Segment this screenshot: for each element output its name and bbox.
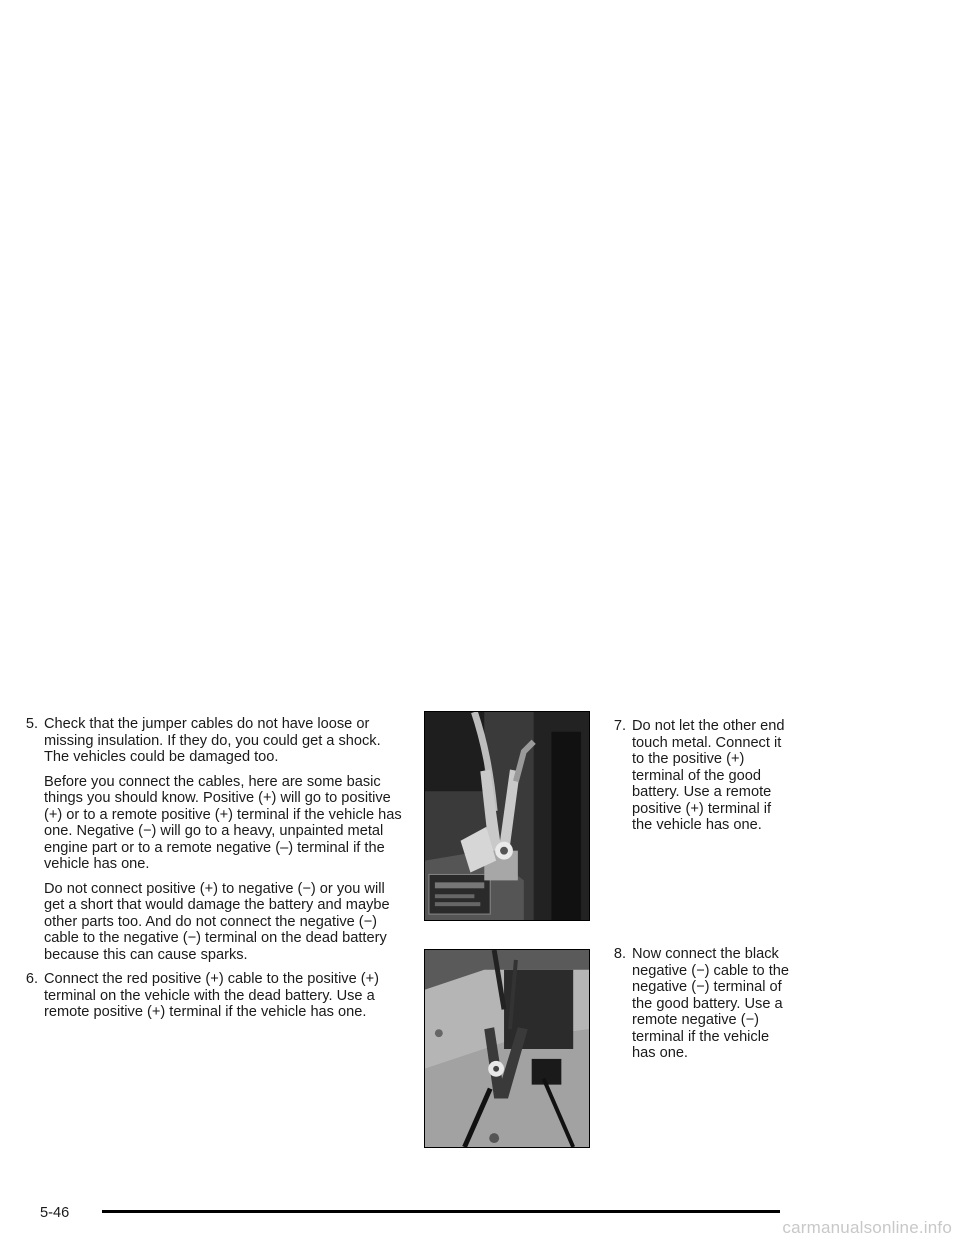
step-text: Now connect the black negative (−) cable to the negative (−) terminal of the good battery. Use a remote negative (−) terminal if the vehicle has one. xyxy=(632,946,789,1061)
cable-basics-paragraph: Before you connect the cables, here are some basic things you should know. Positive (+) will go to positive (+) or to a remote positive (+) terminal if the vehicle has one. Negative (−) will go to a heavy, unpainted metal engine part or to a remote negative (–) terminal if the vehicle has one. xyxy=(44,773,402,872)
negative-clamp-photo xyxy=(424,949,590,1148)
step-text: Connect the red positive (+) cable to the positive (+) terminal on the vehicle with the dead battery. Use a remote positive (+) terminal if the vehicle has one. xyxy=(44,971,380,1020)
step-5 xyxy=(18,716,404,766)
step-6 xyxy=(18,971,404,1021)
step-8 xyxy=(606,946,792,1062)
footer-rule xyxy=(102,1210,780,1213)
positive-clamp-photo xyxy=(424,711,590,921)
step-number: 5. xyxy=(25,716,38,732)
step-number: 6. xyxy=(25,971,38,987)
watermark: carmanualsonline.info xyxy=(782,1218,952,1237)
step-text: Do not let the other end touch metal. Connect it to the positive (+) terminal of the good battery. Use a remote positive (+) terminal if the vehicle has one. xyxy=(632,718,785,833)
short-warning-paragraph: Do not connect positive (+) to negative (−) or you will get a short that would damage the battery and maybe other parts too. And do not connect the negative (−) cable to the negative (−) terminal on the dead battery because this can cause sparks. xyxy=(44,880,390,963)
step-7 xyxy=(606,718,792,834)
step-number: 8. xyxy=(613,946,626,962)
left-column xyxy=(18,716,404,1021)
page-number: 5-46 xyxy=(40,1205,70,1221)
step-number: 7. xyxy=(613,718,626,734)
step-text: Check that the jumper cables do not have loose or missing insulation. If they do, you could get a shock. The vehicles could be damaged too. xyxy=(44,716,381,765)
